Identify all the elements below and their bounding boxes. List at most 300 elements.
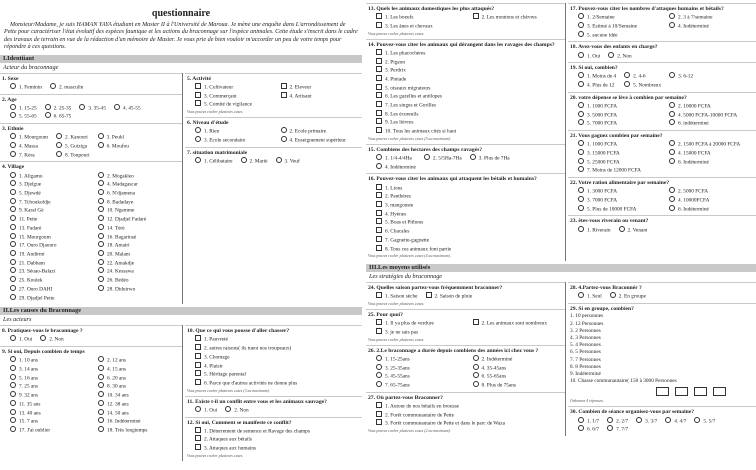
radio-option[interactable] xyxy=(578,22,665,31)
radio-option[interactable] xyxy=(10,365,94,374)
radio-option[interactable] xyxy=(98,180,182,189)
radio-icon[interactable] xyxy=(10,374,16,380)
radio-option[interactable] xyxy=(376,163,416,172)
radio-option[interactable] xyxy=(10,335,32,344)
radio-icon[interactable] xyxy=(98,382,104,388)
radio-icon[interactable] xyxy=(578,187,584,193)
radio-option[interactable] xyxy=(376,364,469,373)
checkbox-icon[interactable] xyxy=(376,227,382,233)
radio-option[interactable] xyxy=(225,406,248,415)
radio-option[interactable] xyxy=(98,259,182,268)
radio-icon[interactable] xyxy=(578,425,584,431)
radio-option[interactable] xyxy=(10,417,94,426)
radio-icon[interactable] xyxy=(578,417,584,423)
checkbox-icon[interactable] xyxy=(376,92,382,98)
checkbox-icon[interactable] xyxy=(195,335,201,341)
checkbox-option[interactable] xyxy=(376,411,505,420)
radio-option[interactable] xyxy=(98,233,182,242)
checkbox-icon[interactable] xyxy=(376,218,382,224)
radio-option[interactable] xyxy=(10,104,37,113)
radio-option[interactable] xyxy=(98,172,182,181)
checkbox-icon[interactable] xyxy=(376,84,382,90)
checkbox-icon[interactable] xyxy=(376,192,382,198)
radio-option[interactable] xyxy=(669,149,756,158)
checkbox-option[interactable] xyxy=(376,101,456,110)
ranking-input[interactable] xyxy=(675,387,688,396)
checkbox-option[interactable] xyxy=(376,66,456,75)
radio-option[interactable] xyxy=(619,226,648,235)
radio-icon[interactable] xyxy=(578,111,584,117)
radio-option[interactable] xyxy=(10,172,94,181)
checkbox-option[interactable] xyxy=(376,292,418,301)
checkbox-option[interactable] xyxy=(195,353,297,362)
radio-icon[interactable] xyxy=(578,158,584,164)
radio-icon[interactable] xyxy=(276,157,282,163)
checkbox-option[interactable] xyxy=(376,110,456,119)
radio-option[interactable] xyxy=(473,372,566,381)
radio-option[interactable] xyxy=(608,52,631,61)
radio-option[interactable] xyxy=(10,276,94,285)
radio-option[interactable] xyxy=(578,149,665,158)
radio-option[interactable] xyxy=(470,154,510,163)
radio-option[interactable] xyxy=(578,292,602,301)
checkbox-icon[interactable] xyxy=(376,110,382,116)
radio-option[interactable] xyxy=(669,158,756,167)
radio-icon[interactable] xyxy=(98,198,104,204)
radio-option[interactable] xyxy=(10,382,94,391)
radio-icon[interactable] xyxy=(98,250,104,256)
radio-option[interactable] xyxy=(578,140,665,149)
checkbox-icon[interactable] xyxy=(376,236,382,242)
radio-option[interactable] xyxy=(276,157,300,166)
radio-option[interactable] xyxy=(578,226,611,235)
radio-option[interactable] xyxy=(424,154,462,163)
radio-icon[interactable] xyxy=(665,417,671,423)
checkbox-option[interactable] xyxy=(376,218,451,227)
radio-icon[interactable] xyxy=(473,372,479,378)
checkbox-icon[interactable] xyxy=(426,292,432,298)
radio-option[interactable] xyxy=(241,157,268,166)
radio-option[interactable] xyxy=(607,425,628,434)
radio-icon[interactable] xyxy=(10,365,16,371)
radio-option[interactable] xyxy=(10,233,94,242)
radio-icon[interactable] xyxy=(473,381,479,387)
radio-icon[interactable] xyxy=(98,180,104,186)
radio-icon[interactable] xyxy=(10,426,16,432)
checkbox-icon[interactable] xyxy=(376,101,382,107)
radio-option[interactable] xyxy=(624,72,661,81)
radio-icon[interactable] xyxy=(98,417,104,423)
radio-option[interactable] xyxy=(10,374,94,383)
radio-icon[interactable] xyxy=(98,241,104,247)
radio-option[interactable] xyxy=(669,72,693,81)
checkbox-option[interactable] xyxy=(195,344,297,353)
checkbox-icon[interactable] xyxy=(376,127,382,133)
radio-icon[interactable] xyxy=(669,119,675,125)
radio-icon[interactable] xyxy=(98,365,104,371)
radio-icon[interactable] xyxy=(79,104,85,110)
checkbox-option[interactable] xyxy=(376,184,451,193)
radio-icon[interactable] xyxy=(98,133,104,139)
checkbox-option[interactable] xyxy=(195,435,310,444)
checkbox-option[interactable] xyxy=(195,379,297,388)
radio-icon[interactable] xyxy=(578,31,584,37)
radio-icon[interactable] xyxy=(10,294,16,300)
radio-option[interactable] xyxy=(98,241,182,250)
checkbox-icon[interactable] xyxy=(376,13,382,19)
radio-icon[interactable] xyxy=(619,226,625,232)
checkbox-option[interactable] xyxy=(376,201,451,210)
checkbox-icon[interactable] xyxy=(376,58,382,64)
radio-option[interactable] xyxy=(10,409,94,418)
radio-icon[interactable] xyxy=(10,189,16,195)
radio-option[interactable] xyxy=(98,356,182,365)
checkbox-option[interactable] xyxy=(376,22,469,31)
checkbox-option[interactable] xyxy=(195,370,297,379)
ranking-input[interactable] xyxy=(713,387,726,396)
radio-option[interactable] xyxy=(281,127,363,136)
radio-option[interactable] xyxy=(40,335,63,344)
checkbox-icon[interactable] xyxy=(376,22,382,28)
radio-icon[interactable] xyxy=(10,133,16,139)
radio-option[interactable] xyxy=(376,355,469,364)
checkbox-option[interactable] xyxy=(376,118,456,127)
radio-icon[interactable] xyxy=(470,154,476,160)
radio-icon[interactable] xyxy=(195,157,201,163)
radio-option[interactable] xyxy=(10,250,94,259)
checkbox-icon[interactable] xyxy=(195,427,201,433)
radio-icon[interactable] xyxy=(669,22,675,28)
checkbox-option[interactable] xyxy=(376,127,456,136)
radio-option[interactable] xyxy=(98,198,182,207)
radio-option[interactable] xyxy=(669,22,756,31)
radio-icon[interactable] xyxy=(669,72,675,78)
checkbox-icon[interactable] xyxy=(376,118,382,124)
radio-icon[interactable] xyxy=(669,13,675,19)
radio-icon[interactable] xyxy=(114,104,120,110)
radio-icon[interactable] xyxy=(10,267,16,273)
checkbox-option[interactable] xyxy=(195,83,277,92)
checkbox-icon[interactable] xyxy=(376,201,382,207)
checkbox-option[interactable] xyxy=(376,58,456,67)
checkbox-icon[interactable] xyxy=(376,402,382,408)
radio-icon[interactable] xyxy=(578,196,584,202)
radio-icon[interactable] xyxy=(578,226,584,232)
radio-icon[interactable] xyxy=(578,140,584,146)
checkbox-icon[interactable] xyxy=(195,362,201,368)
radio-option[interactable] xyxy=(669,111,756,120)
radio-icon[interactable] xyxy=(98,233,104,239)
radio-option[interactable] xyxy=(669,13,756,22)
radio-option[interactable] xyxy=(578,425,599,434)
checkbox-option[interactable] xyxy=(376,319,469,328)
radio-icon[interactable] xyxy=(10,180,16,186)
radio-icon[interactable] xyxy=(578,119,584,125)
checkbox-icon[interactable] xyxy=(195,370,201,376)
radio-icon[interactable] xyxy=(10,241,16,247)
checkbox-icon[interactable] xyxy=(376,328,382,334)
radio-option[interactable] xyxy=(195,136,277,145)
radio-icon[interactable] xyxy=(473,364,479,370)
checkbox-option[interactable] xyxy=(281,83,363,92)
checkbox-option[interactable] xyxy=(376,402,505,411)
radio-option[interactable] xyxy=(578,72,616,81)
radio-icon[interactable] xyxy=(56,151,62,157)
radio-option[interactable] xyxy=(10,259,94,268)
radio-icon[interactable] xyxy=(578,52,584,58)
radio-option[interactable] xyxy=(578,205,665,214)
radio-option[interactable] xyxy=(669,205,756,214)
radio-option[interactable] xyxy=(98,409,182,418)
radio-icon[interactable] xyxy=(376,364,382,370)
radio-option[interactable] xyxy=(10,142,48,151)
radio-option[interactable] xyxy=(45,104,72,113)
radio-option[interactable] xyxy=(578,158,665,167)
checkbox-icon[interactable] xyxy=(376,49,382,55)
radio-icon[interactable] xyxy=(98,374,104,380)
radio-option[interactable] xyxy=(10,215,94,224)
radio-icon[interactable] xyxy=(10,198,16,204)
checkbox-icon[interactable] xyxy=(376,319,382,325)
checkbox-option[interactable] xyxy=(376,192,451,201)
radio-icon[interactable] xyxy=(669,205,675,211)
radio-option[interactable] xyxy=(578,102,665,111)
checkbox-icon[interactable] xyxy=(376,75,382,81)
radio-icon[interactable] xyxy=(10,233,16,239)
checkbox-icon[interactable] xyxy=(376,292,382,298)
radio-icon[interactable] xyxy=(98,391,104,397)
radio-option[interactable] xyxy=(578,119,665,128)
radio-option[interactable] xyxy=(10,151,48,160)
radio-icon[interactable] xyxy=(376,381,382,387)
radio-option[interactable] xyxy=(50,83,83,92)
radio-option[interactable] xyxy=(56,133,90,142)
radio-icon[interactable] xyxy=(10,104,16,110)
checkbox-icon[interactable] xyxy=(376,419,382,425)
radio-icon[interactable] xyxy=(578,149,584,155)
radio-option[interactable] xyxy=(669,140,756,149)
radio-icon[interactable] xyxy=(376,163,382,169)
radio-option[interactable] xyxy=(10,267,94,276)
ranking-input[interactable] xyxy=(656,387,669,396)
checkbox-option[interactable] xyxy=(376,328,469,337)
checkbox-option[interactable] xyxy=(195,100,277,109)
checkbox-option[interactable] xyxy=(195,335,297,344)
radio-icon[interactable] xyxy=(98,142,104,148)
radio-icon[interactable] xyxy=(10,142,16,148)
radio-option[interactable] xyxy=(79,104,106,113)
radio-icon[interactable] xyxy=(195,406,201,412)
radio-icon[interactable] xyxy=(578,205,584,211)
radio-option[interactable] xyxy=(376,372,469,381)
radio-icon[interactable] xyxy=(98,276,104,282)
radio-icon[interactable] xyxy=(608,52,614,58)
radio-option[interactable] xyxy=(98,133,129,142)
radio-icon[interactable] xyxy=(10,215,16,221)
checkbox-icon[interactable] xyxy=(376,210,382,216)
checkbox-option[interactable] xyxy=(376,419,505,428)
checkbox-option[interactable] xyxy=(376,75,456,84)
radio-option[interactable] xyxy=(669,187,756,196)
radio-icon[interactable] xyxy=(10,285,16,291)
radio-icon[interactable] xyxy=(98,409,104,415)
radio-option[interactable] xyxy=(578,196,665,205)
radio-icon[interactable] xyxy=(50,83,56,89)
checkbox-option[interactable] xyxy=(473,13,566,22)
checkbox-icon[interactable] xyxy=(195,83,201,89)
radio-icon[interactable] xyxy=(98,189,104,195)
checkbox-option[interactable] xyxy=(376,49,456,58)
checkbox-option[interactable] xyxy=(376,210,451,219)
checkbox-icon[interactable] xyxy=(473,13,479,19)
radio-option[interactable] xyxy=(195,127,277,136)
radio-option[interactable] xyxy=(10,285,94,294)
radio-icon[interactable] xyxy=(669,196,675,202)
radio-option[interactable] xyxy=(195,157,233,166)
radio-option[interactable] xyxy=(10,83,42,92)
radio-option[interactable] xyxy=(98,426,182,435)
radio-icon[interactable] xyxy=(10,112,16,118)
radio-option[interactable] xyxy=(10,400,94,409)
radio-option[interactable] xyxy=(636,417,657,426)
radio-icon[interactable] xyxy=(98,172,104,178)
radio-icon[interactable] xyxy=(578,292,584,298)
checkbox-icon[interactable] xyxy=(195,344,201,350)
radio-icon[interactable] xyxy=(10,250,16,256)
radio-option[interactable] xyxy=(98,250,182,259)
radio-option[interactable] xyxy=(98,206,182,215)
radio-option[interactable] xyxy=(10,241,94,250)
radio-icon[interactable] xyxy=(10,276,16,282)
radio-icon[interactable] xyxy=(10,417,16,423)
radio-option[interactable] xyxy=(607,417,628,426)
radio-icon[interactable] xyxy=(281,136,287,142)
radio-icon[interactable] xyxy=(10,172,16,178)
radio-option[interactable] xyxy=(376,154,416,163)
checkbox-icon[interactable] xyxy=(195,379,201,385)
radio-option[interactable] xyxy=(10,356,94,365)
checkbox-option[interactable] xyxy=(195,362,297,371)
radio-icon[interactable] xyxy=(98,400,104,406)
checkbox-icon[interactable] xyxy=(195,444,201,450)
radio-icon[interactable] xyxy=(10,356,16,362)
radio-option[interactable] xyxy=(98,391,182,400)
radio-icon[interactable] xyxy=(610,292,616,298)
radio-icon[interactable] xyxy=(98,215,104,221)
radio-option[interactable] xyxy=(578,52,600,61)
radio-icon[interactable] xyxy=(10,409,16,415)
radio-icon[interactable] xyxy=(10,224,16,230)
radio-option[interactable] xyxy=(473,364,566,373)
radio-icon[interactable] xyxy=(376,372,382,378)
checkbox-option[interactable] xyxy=(376,13,469,22)
checkbox-icon[interactable] xyxy=(195,353,201,359)
radio-option[interactable] xyxy=(578,187,665,196)
radio-icon[interactable] xyxy=(578,81,584,87)
checkbox-option[interactable] xyxy=(376,245,451,254)
radio-icon[interactable] xyxy=(10,400,16,406)
checkbox-icon[interactable] xyxy=(473,319,479,325)
radio-option[interactable] xyxy=(98,285,182,294)
radio-icon[interactable] xyxy=(10,83,16,89)
checkbox-option[interactable] xyxy=(376,236,451,245)
radio-option[interactable] xyxy=(195,406,217,415)
radio-option[interactable] xyxy=(10,112,37,121)
radio-option[interactable] xyxy=(10,180,94,189)
radio-option[interactable] xyxy=(56,142,90,151)
radio-option[interactable] xyxy=(10,189,94,198)
radio-icon[interactable] xyxy=(281,127,287,133)
radio-option[interactable] xyxy=(10,391,94,400)
radio-icon[interactable] xyxy=(56,133,62,139)
radio-option[interactable] xyxy=(98,142,129,151)
radio-option[interactable] xyxy=(665,417,686,426)
radio-option[interactable] xyxy=(10,294,94,303)
ranking-input[interactable] xyxy=(694,387,707,396)
checkbox-icon[interactable] xyxy=(195,100,201,106)
radio-option[interactable] xyxy=(10,206,94,215)
radio-icon[interactable] xyxy=(195,136,201,142)
radio-icon[interactable] xyxy=(241,157,247,163)
radio-option[interactable] xyxy=(578,13,665,22)
radio-icon[interactable] xyxy=(607,425,613,431)
radio-option[interactable] xyxy=(10,198,94,207)
radio-icon[interactable] xyxy=(578,102,584,108)
checkbox-option[interactable] xyxy=(376,84,456,93)
radio-option[interactable] xyxy=(10,224,94,233)
radio-option[interactable] xyxy=(98,374,182,383)
radio-icon[interactable] xyxy=(376,355,382,361)
radio-option[interactable] xyxy=(578,111,665,120)
checkbox-option[interactable] xyxy=(195,92,277,101)
radio-icon[interactable] xyxy=(225,406,231,412)
checkbox-icon[interactable] xyxy=(281,92,287,98)
checkbox-icon[interactable] xyxy=(376,66,382,72)
radio-icon[interactable] xyxy=(376,154,382,160)
radio-option[interactable] xyxy=(376,381,469,390)
checkbox-option[interactable] xyxy=(376,92,456,101)
radio-icon[interactable] xyxy=(669,111,675,117)
radio-icon[interactable] xyxy=(10,382,16,388)
radio-icon[interactable] xyxy=(10,206,16,212)
radio-option[interactable] xyxy=(281,136,363,145)
radio-option[interactable] xyxy=(694,417,715,426)
radio-option[interactable] xyxy=(98,267,182,276)
radio-icon[interactable] xyxy=(578,166,584,172)
radio-icon[interactable] xyxy=(669,158,675,164)
radio-option[interactable] xyxy=(56,151,90,160)
radio-icon[interactable] xyxy=(669,102,675,108)
radio-option[interactable] xyxy=(98,400,182,409)
checkbox-option[interactable] xyxy=(426,292,473,301)
radio-option[interactable] xyxy=(98,224,182,233)
radio-option[interactable] xyxy=(669,119,756,128)
radio-icon[interactable] xyxy=(10,391,16,397)
checkbox-icon[interactable] xyxy=(195,92,201,98)
checkbox-option[interactable] xyxy=(195,444,310,453)
radio-icon[interactable] xyxy=(45,104,51,110)
radio-option[interactable] xyxy=(98,215,182,224)
radio-icon[interactable] xyxy=(473,355,479,361)
radio-icon[interactable] xyxy=(10,259,16,265)
radio-option[interactable] xyxy=(669,102,756,111)
radio-icon[interactable] xyxy=(669,140,675,146)
checkbox-option[interactable] xyxy=(195,427,310,436)
checkbox-option[interactable] xyxy=(473,319,566,328)
checkbox-icon[interactable] xyxy=(376,184,382,190)
radio-option[interactable] xyxy=(578,417,599,426)
checkbox-option[interactable] xyxy=(376,227,451,236)
